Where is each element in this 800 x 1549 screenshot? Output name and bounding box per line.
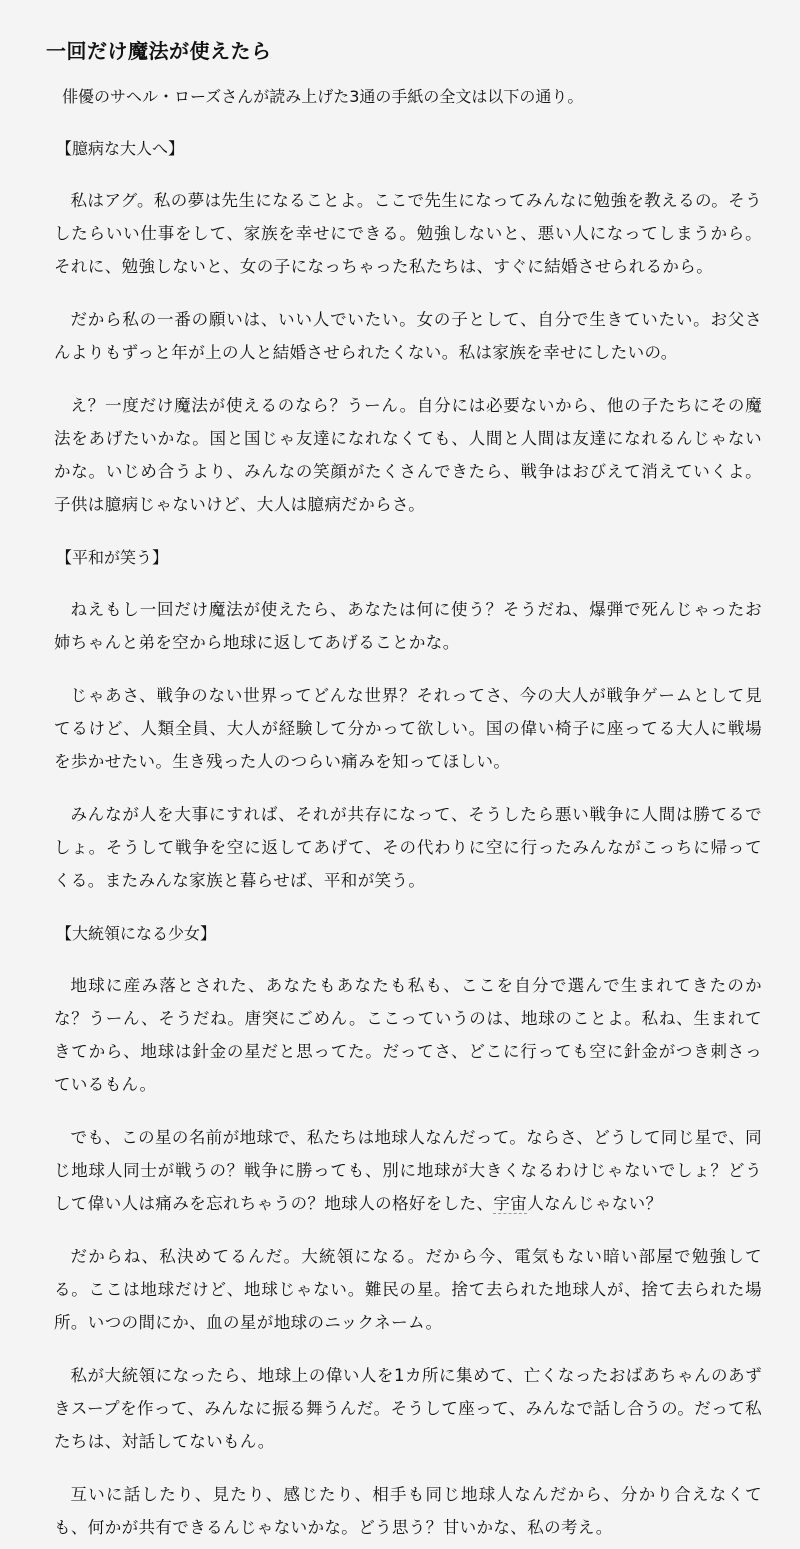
- letter-section-2: [54, 543, 762, 897]
- article-title: 一回だけ魔法が使えたら: [46, 39, 272, 63]
- paragraph-3-2: [54, 1121, 762, 1220]
- paragraph-3-1: 地球に産み落とされた、あなたもあなたも私も、ここを自分で選んで生まれてきたのかな？うーん、そうだね。唐突にごめん。ここっていうのは、地球のことよ。私ね、生まれてきてから、地球は針金の星だと思ってた。だってさ、どこに行っても空に針金がつき刺さっているもん。: [54, 976, 762, 1094]
- letter-section-3: [54, 919, 762, 1544]
- paragraph-3-4: 私が大統領になったら、地球上の偉い人を1カ所に集めて、亡くなったおばあちゃんのあずきスープを作って、みんなに振る舞うんだ。そうして座って、みんなで話し合うの。だって私たちは、対話してないもん。: [54, 1366, 762, 1451]
- paragraph-1-3: え？一度だけ魔法が使えるのなら？うーん。自分には必要ないから、他の子たちにその魔法をあげたいかな。国と国じゃ友達になれなくても、人間と人間は友達になれるんじゃないかな。いじめ合うより、みんなの笑顔がたくさんできたら、戦争はおびえて消えていくよ。子供は臆病じゃないけど、大人は臆病だからさ。: [54, 396, 762, 514]
- annotated-term[interactable]: 宇宙: [493, 1194, 528, 1213]
- paragraph-2-2: じゃあさ、戦争のない世界ってどんな世界？それってさ、今の大人が戦争ゲームとして見てるけど、人類全員、大人が経験して分かって欲しい。国の偉い椅子に座ってる大人に戦場を歩かせたい。生き残った人のつらい痛みを知ってほしい。: [54, 686, 762, 771]
- article-intro: 俳優のサヘル・ローズさんが読み上げた3通の手紙の全文は以下の通り。: [62, 87, 584, 106]
- letter-heading-3: 【大統領になる少女】: [56, 924, 217, 943]
- letter-section-1: [54, 134, 762, 521]
- paragraph-2-3: みんなが人を大事にすれば、それが共存になって、そうしたら悪い戦争に人間は勝てるでしょ。そうして戦争を空に返してあげて、その代わりに空に行ったみんながこっちに帰ってくる。またみんな家族と暮らせば、平和が笑う。: [54, 805, 762, 890]
- paragraph-2-1: ねえもし一回だけ魔法が使えたら、あなたは何に使う？そうだね、爆弾で死んじゃったお姉ちゃんと弟を空から地球に返してあげることかな。: [54, 600, 762, 652]
- paragraph-1-2: だから私の一番の願いは、いい人でいたい。女の子として、自分で生きていたい。お父さんよりもずっと年が上の人と結婚させられたくない。私は家族を幸せにしたいの。: [54, 310, 762, 362]
- letter-heading-1: 【臆病な大人へ】: [56, 139, 185, 158]
- paragraph-3-2-text-before: でも、この星の名前が地球で、私たちは地球人なんだって。ならさ、どうして同じ星で、同じ地球人同士が戦うの？戦争に勝っても、別に地球が大きくなるわけじゃないでしょ？どうして偉い人は痛みを忘れちゃうの？地球人の格好をした、: [54, 1128, 762, 1213]
- letter-heading-2: 【平和が笑う】: [56, 548, 169, 567]
- paragraph-1-1: 私はアグ。私の夢は先生になることよ。ここで先生になってみんなに勉強を教えるの。そうしたらいい仕事をして、家族を幸せにできる。勉強しないと、悪い人になってしまうから。それに、勉強しないと、女の子になっちゃった私たちは、すぐに結婚させられるから。: [54, 191, 762, 276]
- paragraph-3-5: 互いに話したり、見たり、感じたり、相手も同じ地球人なんだから、分かり合えなくても、何かが共有できるんじゃないかな。どう思う？甘いかな、私の考え。: [54, 1485, 762, 1537]
- paragraph-3-3: だからね、私決めてるんだ。大統領になる。だから今、電気もない暗い部屋で勉強してる。ここは地球だけど、地球じゃない。難民の星。捨て去られた地球人が、捨て去られた場所。いつの間にか、血の星が地球のニックネーム。: [54, 1247, 762, 1332]
- paragraph-3-2-text-after: 人なんじゃない？: [527, 1194, 663, 1213]
